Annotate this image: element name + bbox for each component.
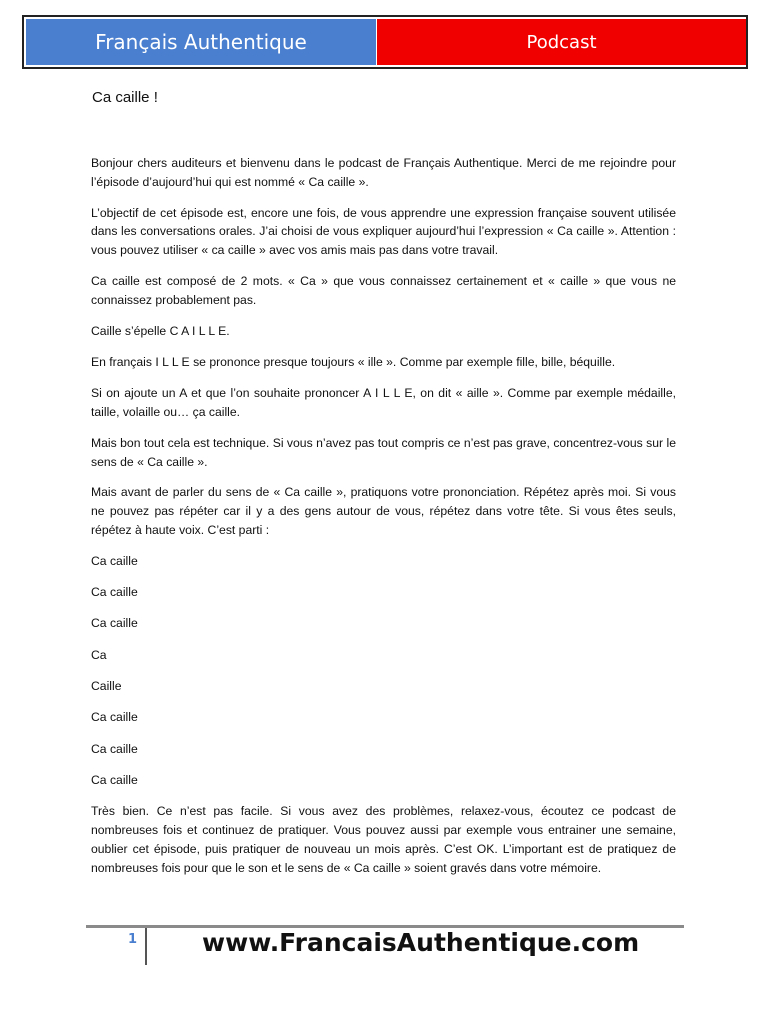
document-title: Ca caille ! [92,89,158,106]
brand-label: Français Authentique [26,19,376,65]
page-number: 1 [128,932,138,947]
footer-vertical-divider [145,928,147,965]
repeat-line: Caille [91,678,122,693]
footer-url: www.FrancaisAuthentique.com [202,928,640,957]
paragraph: Mais avant de parler du sens de « Ca caille », pratiquons votre prononciation. Répétez après moi. Si vous ne pouvez pas répéter car il y a des gens autour de vous, répétez dans votre tête. Si vous êtes seuls, répétez à haute voix. C’est parti : [91,485,676,537]
repeat-line: Ca [91,647,107,662]
repeat-line: Ca caille [91,585,138,600]
repeat-line: Ca caille [91,616,138,631]
repeat-line: Ca caille [91,741,138,756]
paragraph: Bonjour chers auditeurs et bienvenu dans le podcast de Français Authentique. Merci de me rejoindre pour l’épisode d’aujourd’hui qui est nommé « Ca caille ». [91,156,676,189]
paragraph: Mais bon tout cela est technique. Si vous n’avez pas tout compris ce n’est pas grave, concentrez-vous sur le sens de « Ca caille ». [91,435,676,469]
podcast-label: Podcast [377,19,746,65]
repeat-line: Ca caille [91,772,138,787]
paragraph: Ca caille est composé de 2 mots. « Ca » que vous connaissez certainement et « caille » que vous ne connaissez probablement pas. [91,273,676,307]
paragraph: En français I L L E se prononce presque toujours « ille ». Comme par exemple fille, bille, béquille. [91,354,616,369]
paragraph: L’objectif de cet épisode est, encore une fois, de vous apprendre une expression française souvent utilisée dans les conversations orales. J’ai choisi de vous expliquer aujourd’hui l’expression « Ca caille ». Attention : vous pouvez utiliser « ca caille » avec vos amis mais pas dans votre travail. [91,205,676,258]
repeat-line: Ca caille [91,710,138,725]
document-body [91,154,676,889]
repeat-line: Ca caille [91,553,138,568]
header-banner [22,15,748,69]
paragraph: Caille s’épelle C A I L L E. [91,323,230,338]
paragraph: Si on ajoute un A et que l’on souhaite prononcer A I L L E, on dit « aille ». Comme par exemple médaille, taille, volaille ou… ça caille. [91,386,676,419]
paragraph: Très bien. Ce n’est pas facile. Si vous avez des problèmes, relaxez-vous, écoutez ce podcast de nombreuses fois et continuez de pratiquer. Vous pouvez aussi par exemple vous entrainer une semaine, oublier cet épisode, puis pratiquer de nouveau un mois après. C’est OK. L’important est de pratiquez de nombreuses fois pour que le son et le sens de « Ca caille » soient gravés dans votre mémoire. [91,804,676,875]
